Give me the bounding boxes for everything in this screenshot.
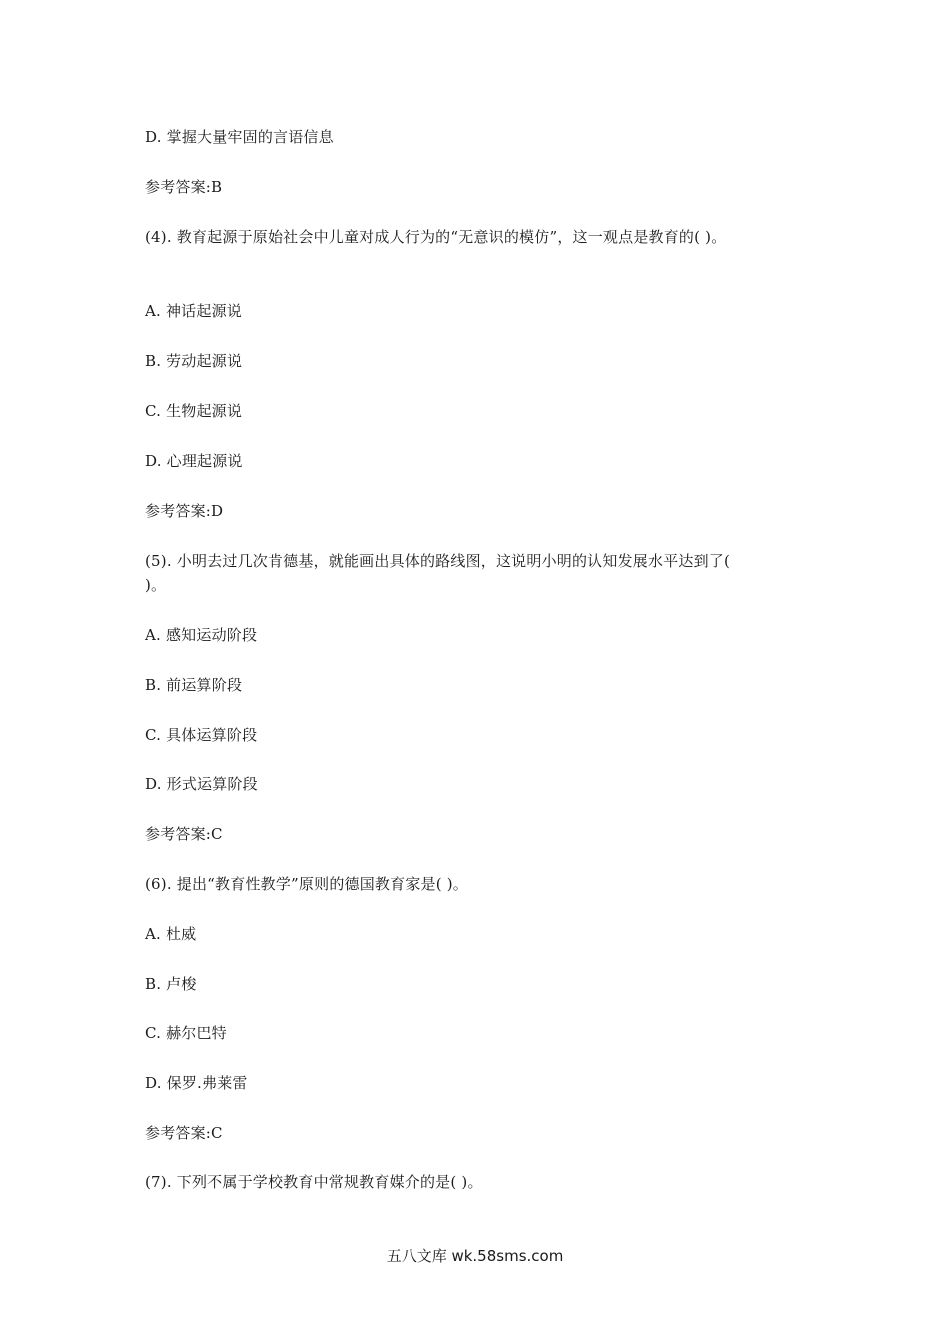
q6-option-b: B. 卢梭	[145, 975, 197, 993]
q5-option-a: A. 感知运动阶段	[145, 626, 258, 644]
q5-question: (5). 小明去过几次肯德基，就能画出具体的路线图，这说明小明的认知发展水平达到了(	[145, 552, 731, 570]
q5-option-d: D. 形式运算阶段	[145, 775, 258, 793]
q6-question: (6). 提出“教育性教学”原则的德国教育家是( )。	[145, 875, 468, 893]
q6-option-a: A. 杜威	[145, 925, 197, 943]
q6-option-c: C. 赫尔巴特	[145, 1024, 227, 1042]
footer-watermark: 五八文库 wk.58sms.com	[386, 1247, 564, 1265]
q4-option-d: D. 心理起源说	[145, 452, 243, 470]
q6-answer: 参考答案:C	[145, 1124, 223, 1142]
q5-answer: 参考答案:C	[145, 825, 223, 843]
q5-option-b: B. 前运算阶段	[145, 676, 243, 694]
q3-answer: 参考答案:B	[145, 178, 223, 196]
q6-option-d: D. 保罗.弗莱雷	[145, 1074, 248, 1092]
q7-question: (7). 下列不属于学校教育中常规教育媒介的是( )。	[145, 1173, 483, 1191]
q4-question: (4). 教育起源于原始社会中儿童对成人行为的“无意识的模仿”，这一观点是教育的( )。	[145, 228, 727, 246]
q4-option-c: C. 生物起源说	[145, 402, 243, 420]
q4-option-a: A. 神话起源说	[145, 302, 242, 320]
q5-question-cont: )。	[145, 576, 167, 594]
q5-option-c: C. 具体运算阶段	[145, 726, 258, 744]
q4-answer: 参考答案:D	[145, 502, 224, 520]
q3-option-d: D. 掌握大量牢固的言语信息	[145, 128, 334, 146]
q4-option-b: B. 劳动起源说	[145, 352, 243, 370]
